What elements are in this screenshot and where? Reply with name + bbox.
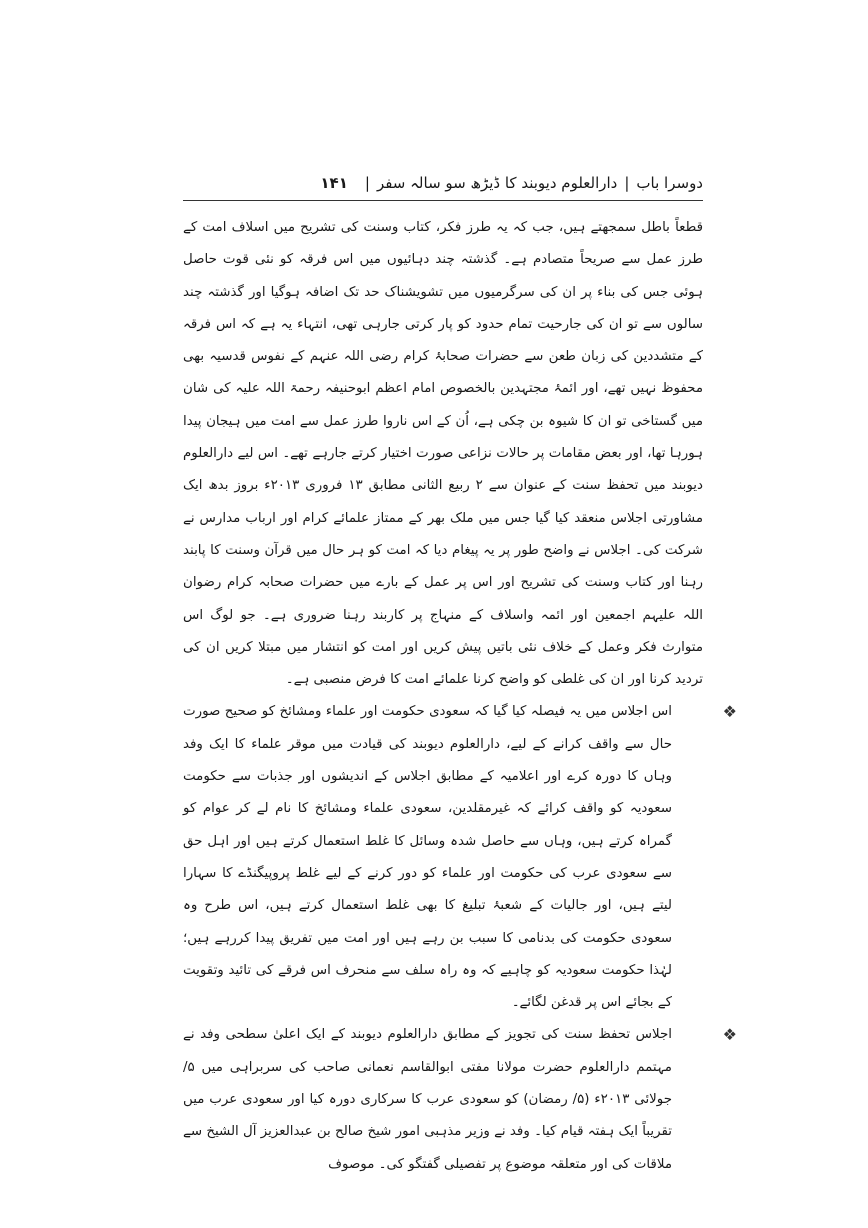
bullet-text: اس اجلاس میں یہ فیصلہ کیا گیا کہ سعودی حکومت اور علماء ومشائخ کو صحیح صورت حال سے واقف کرانے کے لیے، دارالعلوم دیوبند کی قیادت میں موقر علماء کا ایک وفد وہاں کا دورہ کرے اور اعلامیہ کے مطابق اجلاس کے اندیشوں اور جذبات سے حکومت سعودیہ کو واقف کرائے کہ غیرمقلدین، سعودی علماء ومشائخ کا نام لے کر عوام کو گمراہ کرتے ہیں، وہاں سے حاصل شدہ وسائل کا غلط استعمال کرتے ہیں اور اہل حق سے سعودی عرب کی حکومت اور علماء کو دور کرنے کے لیے غلط پروپیگنڈے کا سہارا لیتے ہیں، اور جالیات کے شعبۂ تبلیغ کا بھی غلط استعمال کرتے ہیں، اس طرح وہ سعودی حکومت کی بدنامی کا سبب بن رہے ہیں اور امت میں تفریق پیدا کررہے ہیں؛ لہٰذا حکومت سعودیہ کو چاہیے کہ وہ راہ سلف سے منحرف اس فرقے کی تائید وتقویت کے بجائے اس پر قدغن لگائے۔ [183, 704, 672, 1011]
bullet-list [183, 696, 737, 1180]
header-rule [183, 200, 703, 201]
book-title: دارالعلوم دیوبند کا ڈیڑھ سو سالہ سفر [376, 174, 618, 192]
diamond-dots-icon: ❖ [722, 1025, 737, 1045]
bullet-item [183, 1019, 737, 1180]
bullet-item [183, 696, 737, 1019]
header-separator: | [624, 174, 630, 192]
page-number: ۱۴۱ [320, 174, 348, 192]
running-header [183, 166, 703, 200]
intro-paragraph: قطعاً باطل سمجھتے ہیں، جب کہ یہ طرز فکر، کتاب وسنت کی تشریح میں اسلاف امت کے طرز عمل سے صریحاً متصادم ہے۔ گذشتہ چند دہائیوں میں اس فرقہ کو نئی قوت حاصل ہوئی جس کی بناء پر ان کی سرگرمیوں میں تشویشناک حد تک اضافہ ہوگیا اور گذشتہ چند سالوں سے تو ان کی جارحیت تمام حدود کو پار کرتی جارہی تھی، انتہاء یہ ہے کہ اس فرقہ کے متشددین کی زبان طعن سے حضرات صحابۂ کرام رضی اللہ عنہم کے نفوس قدسیہ بھی محفوظ نہیں تھے، اور ائمۂ مجتہدین بالخصوص امام اعظم ابوحنیفہ رحمۃ اللہ علیہ کی شان میں گستاخی تو ان کا شیوہ بن چکی ہے، اُن کے اس ناروا طرز عمل سے امت میں ہیجان پیدا ہورہا تھا، اور بعض مقامات پر حالات نزاعی صورت اختیار کرتے جارہے تھے۔ اس لیے دارالعلوم دیوبند میں تحفظ سنت کے عنوان سے ۲ ربیع الثانی مطابق ۱۳ فروری ۲۰۱۳ء بروز بدھ ایک مشاورتی اجلاس منعقد کیا گیا جس میں ملک بھر کے ممتاز علمائے کرام اور ارباب مدارس نے شرکت کی۔ اجلاس نے واضح طور پر یہ پیغام دیا کہ امت کو ہر حال میں قرآن وسنت کا پابند رہنا اور کتاب وسنت کی تشریح اور اس پر عمل کے بارے میں حضرات صحابہ کرام رضوان اللہ علیہم اجمعین اور ائمہ واسلاف کے منہاج پر کاربند رہنا ضروری ہے۔ جو لوگ اس متوارث فکر وعمل کے خلاف نئی باتیں پیش کریں اور امت کو انتشار میں مبتلا کریں ان کی تردید کرنا اور ان کی غلطی کو واضح کرنا علمائے امت کا فرض منصبی ہے۔ [183, 220, 703, 688]
page-body [183, 212, 737, 1181]
bullet-text: اجلاس تحفظ سنت کی تجویز کے مطابق دارالعلوم دیوبند کے ایک اعلیٰ سطحی وفد نے مہتمم دارالعلوم حضرت مولانا مفتی ابوالقاسم نعمانی صاحب کی سربراہی میں ۵/ جولائی ۲۰۱۳ء (۵/ رمضان) کو سعودی عرب کا سرکاری دورہ کیا اور سعودی عرب میں تقریباً ایک ہفتہ قیام کیا۔ وفد نے وزیر مذہبی امور شیخ صالح بن عبدالعزیز آل الشیخ سے ملاقات کی اور متعلقہ موضوع پر تفصیلی گفتگو کی۔ موصوف [183, 1027, 672, 1172]
diamond-dots-icon: ❖ [722, 702, 737, 722]
chapter-label: دوسرا باب [636, 174, 703, 192]
header-separator: | [364, 174, 370, 192]
